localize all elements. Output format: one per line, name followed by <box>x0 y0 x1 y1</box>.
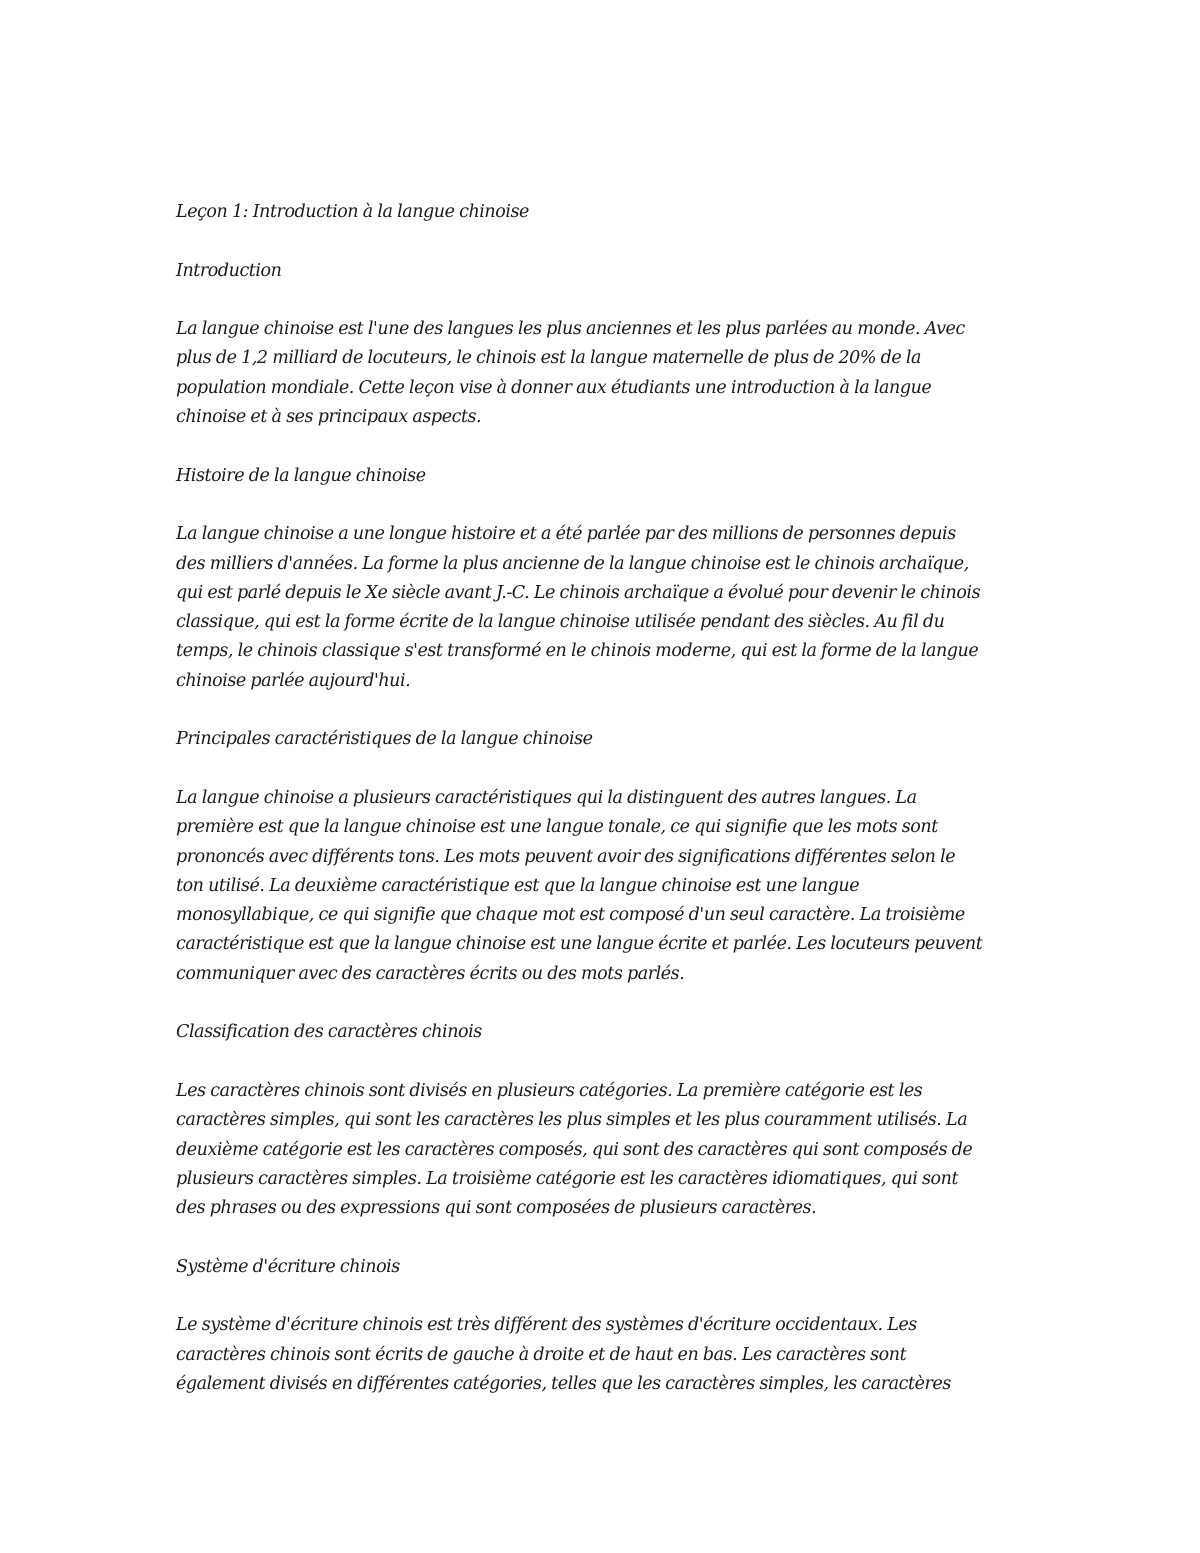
text-line: plusieurs caractères simples. La troisième catégorie est les caractères idiomatiques, qui sont <box>176 1168 959 1189</box>
text-line: des milliers d'années. La forme la plus ancienne de la langue chinoise est le chinois archaïque, <box>176 553 969 574</box>
text-line: Le système d'écriture chinois est très différent des systèmes d'écriture occidentaux. Les <box>176 1315 917 1336</box>
document-body <box>176 198 1036 1428</box>
paragraph-introduction <box>176 315 1036 432</box>
text-line: population mondiale. Cette leçon vise à donner aux étudiants une introduction à la langue <box>176 377 932 398</box>
text-line: deuxième catégorie est les caractères composés, qui sont des caractères qui sont composés de <box>176 1139 973 1160</box>
text-line: première est que la langue chinoise est une langue tonale, ce qui signifie que les mots sont <box>176 817 938 838</box>
text-line: prononcés avec différents tons. Les mots peuvent avoir des significations différentes selon le <box>176 846 956 867</box>
paragraph-caracteristiques <box>176 784 1036 989</box>
text-line: communiquer avec des caractères écrits ou des mots parlés. <box>176 963 685 984</box>
paragraph-histoire <box>176 520 1036 696</box>
text-line: plus de 1,2 milliard de locuteurs, le chinois est la langue maternelle de plus de 20% de la <box>176 348 922 369</box>
text-line: chinoise et à ses principaux aspects. <box>176 407 482 428</box>
text-line: caractères simples, qui sont les caractères les plus simples et les plus couramment utilisés. La <box>176 1110 968 1131</box>
section-heading-histoire: Histoire de la langue chinoise <box>176 465 426 486</box>
document-title: Leçon 1: Introduction à la langue chinoise <box>176 202 529 222</box>
section-heading-introduction: Introduction <box>176 260 282 281</box>
text-line: caractères chinois sont écrits de gauche à droite et de haut en bas. Les caractères sont <box>176 1344 907 1365</box>
text-line: classique, qui est la forme écrite de la langue chinoise utilisée pendant des siècles. Au fil du <box>176 612 945 633</box>
text-line: chinoise parlée aujourd'hui. <box>176 670 411 691</box>
text-line: également divisés en différentes catégories, telles que les caractères simples, les caractères <box>176 1373 951 1394</box>
text-line: qui est parlé depuis le Xe siècle avant J.-C. Le chinois archaïque a évolué pour devenir le chinois <box>176 582 981 603</box>
paragraph-classification <box>176 1077 1036 1223</box>
section-heading-classification: Classification des caractères chinois <box>176 1022 482 1043</box>
text-line: La langue chinoise a une longue histoire et a été parlée par des millions de personnes depuis <box>176 524 956 545</box>
text-line: La langue chinoise est l'une des langues les plus anciennes et les plus parlées au monde. Avec <box>176 319 965 340</box>
section-heading-systeme-ecriture: Système d'écriture chinois <box>176 1256 400 1277</box>
text-line: ton utilisé. La deuxième caractéristique est que la langue chinoise est une langue <box>176 875 860 896</box>
section-heading-caracteristiques: Principales caractéristiques de la langue chinoise <box>176 729 593 750</box>
text-line: La langue chinoise a plusieurs caractéristiques qui la distinguent des autres langues. La <box>176 787 917 808</box>
paragraph-systeme-ecriture <box>176 1311 1036 1399</box>
text-line: temps, le chinois classique s'est transformé en le chinois moderne, qui est la forme de la langue <box>176 641 979 662</box>
text-line: des phrases ou des expressions qui sont composées de plusieurs caractères. <box>176 1198 817 1219</box>
text-line: Les caractères chinois sont divisés en plusieurs catégories. La première catégorie est les <box>176 1080 923 1101</box>
text-line: monosyllabique, ce qui signifie que chaque mot est composé d'un seul caractère. La troisième <box>176 905 965 926</box>
text-line: caractéristique est que la langue chinoise est une langue écrite et parlée. Les locuteurs peuvent <box>176 934 983 955</box>
